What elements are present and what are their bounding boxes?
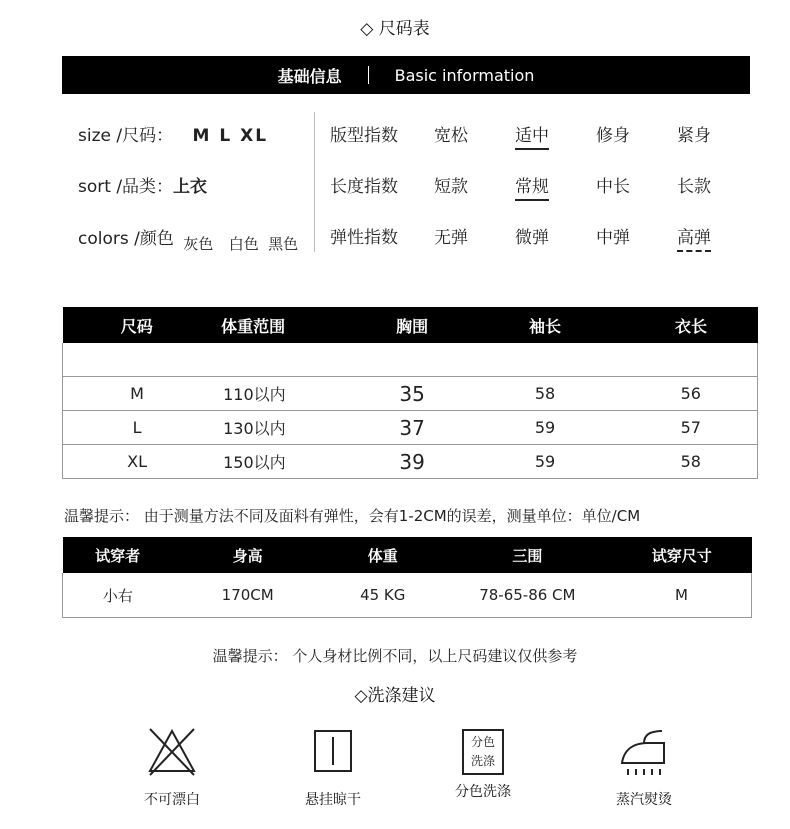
basic-info-en: Basic information [394, 65, 535, 85]
cell-size: L [63, 411, 212, 445]
color-black: 黑色 [268, 235, 299, 253]
cell [63, 343, 212, 377]
cell-chest: 37 [359, 411, 466, 445]
cell-try-size: M [612, 573, 752, 618]
length-index-label: 长度指数 [330, 177, 398, 197]
cell-measurements: 78-65-86 CM [443, 573, 612, 618]
elastic-option-none: 无弹 [434, 228, 468, 248]
length-option-regular: 常规 [515, 172, 549, 201]
table-row [63, 411, 758, 445]
cell-length: 57 [625, 411, 758, 445]
cell [625, 343, 758, 377]
cell [359, 343, 466, 377]
size-row [78, 121, 268, 146]
size-table [62, 307, 758, 479]
cell-model: 小右 [63, 573, 173, 618]
col-try-size: 试穿尺寸 [612, 537, 752, 573]
col-height: 身高 [173, 537, 323, 573]
col-length: 衣长 [625, 307, 758, 343]
cell-size: M [63, 377, 212, 411]
size-table-header [63, 307, 758, 343]
col-body-weight: 体重 [323, 537, 443, 573]
colors-row [78, 224, 299, 253]
elastic-option-slight: 微弹 [515, 228, 549, 248]
table-row [63, 573, 752, 618]
cell-weight: 110以内 [211, 377, 359, 411]
cell-length: 58 [625, 445, 758, 479]
cell-weight: 130以内 [211, 411, 359, 445]
cell-sleeve: 59 [465, 411, 624, 445]
cell-weight: 150以内 [211, 445, 359, 479]
fit-index-label: 版型指数 [330, 126, 398, 146]
info-divider [314, 112, 315, 252]
icon-text: 分色 [470, 735, 495, 749]
care-item [579, 725, 709, 809]
col-weight: 体重范围 [211, 307, 359, 343]
fit-option-tight: 紧身 [677, 126, 711, 146]
washing-title: ◇洗涤建议 [354, 686, 436, 706]
color-gray: 灰色 [183, 235, 214, 253]
cell [211, 343, 359, 377]
cell-size: XL [63, 445, 212, 479]
fit-option-regular: 适中 [515, 121, 549, 150]
table-row [63, 343, 758, 377]
cell-chest: 39 [359, 445, 466, 479]
measurement-tip: 温馨提示： 由于测量方法不同及面料有弹性，会有1-2CM的误差，测量单位：单位/CM [64, 507, 641, 525]
sort-row [78, 172, 207, 197]
elastic-option-medium: 中弹 [596, 228, 630, 248]
col-model: 试穿者 [63, 537, 173, 573]
table-row [63, 377, 758, 411]
fit-option-slim: 修身 [596, 126, 630, 146]
care-item [268, 725, 398, 809]
cell-body-weight: 45 KG [323, 573, 443, 618]
steam-iron-icon [614, 725, 674, 779]
fit-tip: 温馨提示： 个人身材比例不同，以上尺码建议仅供参考 [212, 647, 578, 665]
color-white: 白色 [228, 235, 259, 253]
basic-info-cn: 基础信息 [277, 66, 342, 86]
size-values: M L XL [192, 126, 269, 146]
col-measurements: 三围 [443, 537, 612, 573]
length-option-mid: 中长 [596, 177, 630, 197]
table-row [63, 445, 758, 479]
care-item [418, 725, 548, 801]
elastic-option-high: 高弹 [677, 223, 711, 252]
hang-dry-icon [311, 725, 355, 779]
bar-divider [368, 66, 369, 84]
care-label: 不可漂白 [144, 792, 200, 808]
care-label: 蒸汽熨烫 [616, 792, 672, 808]
cell-sleeve: 58 [465, 377, 624, 411]
colors-label: colors /颜色 [78, 229, 174, 249]
separate-wash-icon [462, 729, 504, 775]
page-title: ◇ 尺码表 [360, 19, 430, 39]
cell-length: 56 [625, 377, 758, 411]
length-option-long: 长款 [677, 177, 711, 197]
col-size: 尺码 [63, 307, 212, 343]
care-label: 悬挂晾干 [305, 792, 361, 808]
cell [465, 343, 624, 377]
cell-height: 170CM [173, 573, 323, 618]
try-table-header [63, 537, 752, 573]
size-label: size /尺码： [78, 126, 174, 146]
col-sleeve: 袖长 [465, 307, 624, 343]
cell-chest: 35 [359, 377, 466, 411]
no-bleach-icon [144, 725, 200, 779]
length-option-short: 短款 [434, 177, 468, 197]
care-item [107, 725, 237, 809]
care-label: 分色洗涤 [455, 784, 511, 800]
icon-text: 洗涤 [470, 754, 495, 768]
fit-option-loose: 宽松 [434, 126, 468, 146]
try-on-table [62, 537, 752, 618]
cell-sleeve: 59 [465, 445, 624, 479]
elastic-index-label: 弹性指数 [330, 228, 398, 248]
basic-info-bar [62, 56, 750, 94]
col-chest: 胸围 [359, 307, 466, 343]
sort-value: 上衣 [173, 177, 208, 197]
sort-label: sort /品类： [78, 177, 174, 197]
